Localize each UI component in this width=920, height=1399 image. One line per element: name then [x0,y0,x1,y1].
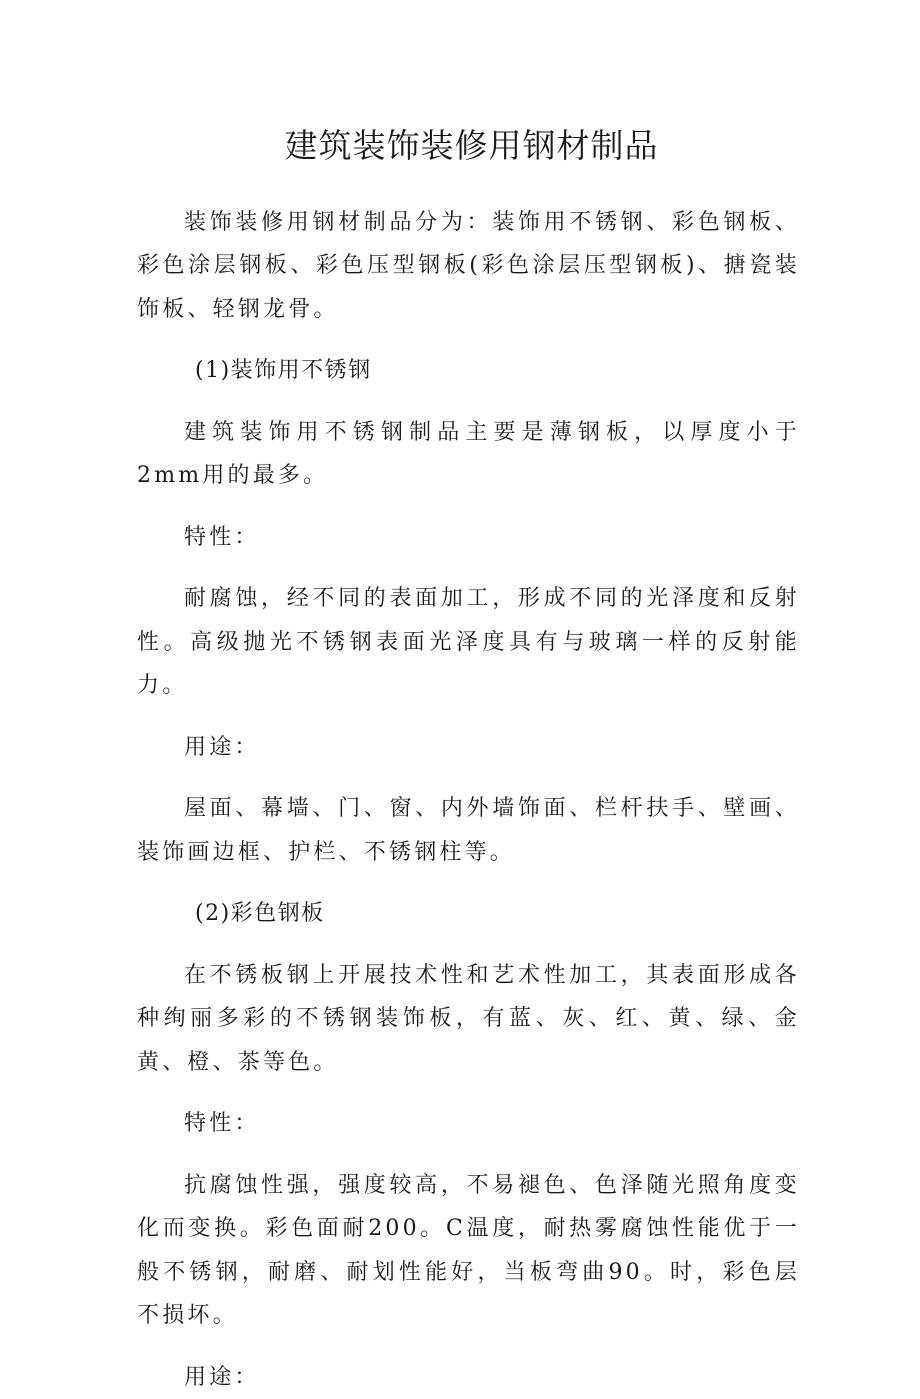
section2-heading: (2)彩色钢板 [195,901,325,927]
section1-heading: (1)装饰用不锈钢 [195,358,372,384]
intro-paragraph: 装饰装修用钢材制品分为：装饰用不锈钢、彩色钢板、彩色涂层钢板、彩色压型钢板(彩色涂层压型钢板)、搪瓷装饰板、轻钢龙骨。 [137,209,800,322]
section2-features-text: 抗腐蚀性强，强度较高，不易褪色、色泽随光照角度变化而变换。彩色面耐200。C温度，耐热雾腐蚀性能优于一般不锈钢，耐磨、耐划性能好，当板弯曲90。时，彩色层不损坏。 [137,1172,800,1329]
section1-description: 建筑装饰用不锈钢制品主要是薄钢板，以厚度小于2mm用的最多。 [137,419,800,489]
section1-features-label: 特性： [184,524,260,550]
section1-features-text: 耐腐蚀，经不同的表面加工，形成不同的光泽度和反射性。高级抛光不锈钢表面光泽度具有与玻璃一样的反射能力。 [137,586,800,699]
section2-features-label: 特性： [184,1111,260,1137]
section1-uses-label: 用途： [184,734,260,760]
section2-description: 在不锈板钢上开展技术性和艺术性加工，其表面形成各种绚丽多彩的不锈钢装饰板，有蓝、灰、红、黄、绿、金黄、橙、茶等色。 [137,962,800,1075]
section1-uses-text: 屋面、幕墙、门、窗、内外墙饰面、栏杆扶手、壁画、装饰画边框、护栏、不锈钢柱等。 [137,796,800,865]
document-title: 建筑装饰装修用钢材制品 [284,126,659,165]
section2-uses-label: 用途： [184,1364,260,1390]
